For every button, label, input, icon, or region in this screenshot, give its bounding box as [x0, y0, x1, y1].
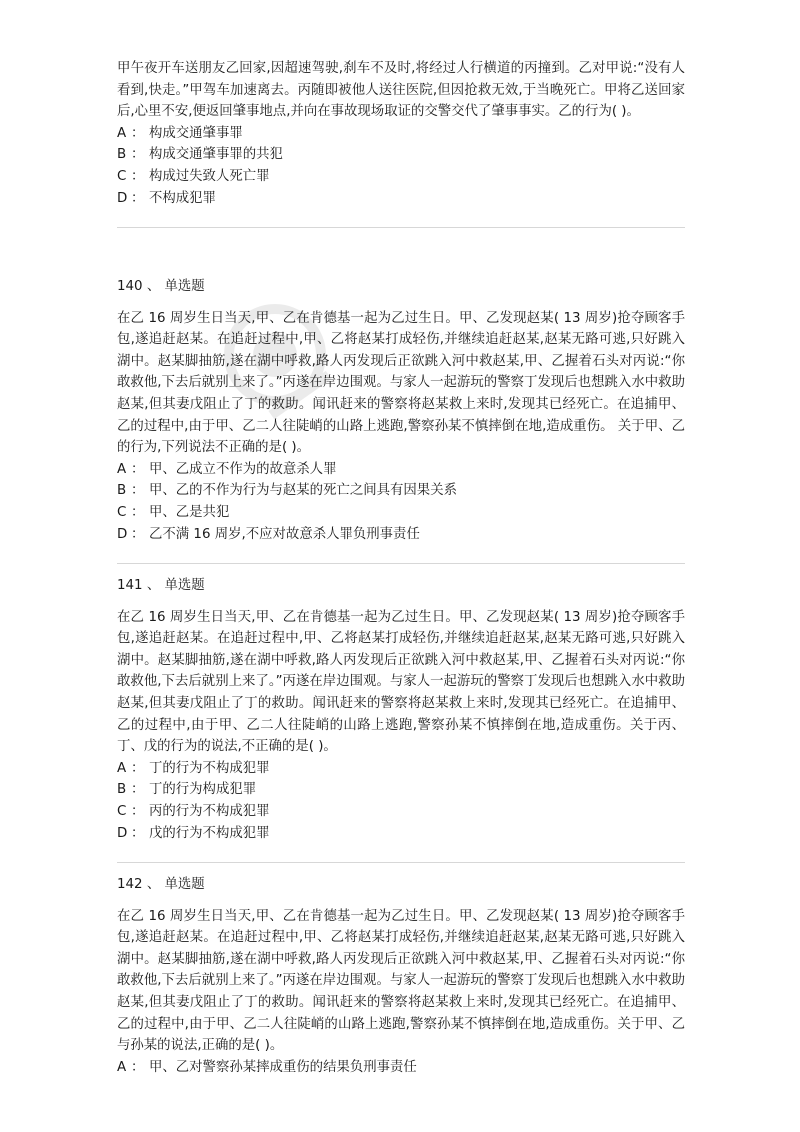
question-header: 141 、 单选题	[117, 578, 205, 593]
option-list	[117, 123, 685, 209]
question-stem: 甲午夜开车送朋友乙回家,因超速驾驶,刹车不及时,将经过人行横道的丙撞到。乙对甲说:“没有人看到,快走。”甲驾车加速离去。丙随即被他人送往医院,但因抢救无效,于当晚死亡。甲将乙送回家后,心里不安,便返回肇事地点,并向在事故现场取证的交警交代了肇事事实。乙的行为( )。	[117, 61, 685, 120]
option-a[interactable]: A ： 甲、乙对警察孙某摔成重伤的结果负刑事责任	[117, 1059, 417, 1075]
option-a[interactable]: A ： 丁的行为不构成犯罪	[117, 760, 270, 776]
option-text: 丁的行为构成犯罪	[149, 782, 257, 798]
question-block-142	[117, 874, 685, 1078]
option-text: 甲、乙是共犯	[149, 504, 230, 520]
question-block-141	[117, 575, 685, 863]
option-d[interactable]: D ： 戊的行为不构成犯罪	[117, 825, 270, 841]
divider	[117, 563, 685, 564]
question-header: 142 、 单选题	[117, 877, 205, 892]
option-b[interactable]: B ： 构成交通肇事罪的共犯	[117, 147, 283, 163]
question-stem: 在乙 16 周岁生日当天,甲、乙在肯德基一起为乙过生日。甲、乙发现赵某( 13 周岁)抢夺顾客手包,遂追赶赵某。在追赶过程中,甲、乙将赵某打成轻伤,并继续追赶赵某,赵某无路可逃,只好跳入湖中。赵某脚抽筋,遂在湖中呼救,路人丙发现后正欲跳入河中救赵某,甲、乙握着石头对丙说:“你敢救他,下去后就别上来了。”丙遂在岸边围观。与家人一起游玩的警察丁发现后也想跳入水中救助赵某,但其妻戊阻止了丁的救助。闻讯赶来的警察将赵某救上来时,发现其已经死亡。在追捕甲、乙的过程中,由于甲、乙二人往陡峭的山路上逃跑,警察孙某不慎摔倒在地,造成重伤。 关于甲、乙的行为,下列说法不正确的是( )。	[117, 310, 685, 456]
option-text: 戊的行为不构成犯罪	[149, 825, 270, 841]
option-text: 甲、乙对警察孙某摔成重伤的结果负刑事责任	[149, 1059, 417, 1075]
question-header: 140 、 单选题	[117, 279, 205, 294]
option-list	[117, 459, 685, 545]
option-d[interactable]: D ： 乙不满 16 周岁,不应对故意杀人罪负刑事责任	[117, 526, 420, 542]
option-text: 构成过失致人死亡罪	[149, 168, 270, 184]
question-stem: 在乙 16 周岁生日当天,甲、乙在肯德基一起为乙过生日。甲、乙发现赵某( 13 周岁)抢夺顾客手包,遂追赶赵某。在追赶过程中,甲、乙将赵某打成轻伤,并继续追赶赵某,赵某无路可逃,只好跳入湖中。赵某脚抽筋,遂在湖中呼救,路人丙发现后正欲跳入河中救赵某,甲、乙握着石头对丙说:“你敢救他,下去后就别上来了。”丙遂在岸边围观。与家人一起游玩的警察丁发现后也想跳入水中救助赵某,但其妻戊阻止了丁的救助。闻讯赶来的警察将赵某救上来时,发现其已经死亡。在追捕甲、乙的过程中,由于甲、乙二人往陡峭的山路上逃跑,警察孙某不慎摔倒在地,造成重伤。关于丙、丁、戊的行为的说法,不正确的是( )。	[117, 609, 685, 755]
divider	[117, 862, 685, 863]
question-block-139	[117, 58, 685, 228]
question-block-140	[117, 276, 685, 564]
option-text: 构成交通肇事罪的共犯	[149, 147, 283, 163]
option-c[interactable]: C ： 甲、乙是共犯	[117, 504, 230, 520]
option-a[interactable]: A ： 构成交通肇事罪	[117, 125, 243, 141]
option-b[interactable]: B ： 丁的行为构成犯罪	[117, 782, 257, 798]
option-text: 乙不满 16 周岁,不应对故意杀人罪负刑事责任	[149, 526, 420, 542]
question-stem: 在乙 16 周岁生日当天,甲、乙在肯德基一起为乙过生日。甲、乙发现赵某( 13 周岁)抢夺顾客手包,遂追赶赵某。在追赶过程中,甲、乙将赵某打成轻伤,并继续追赶赵某,赵某无路可逃,只好跳入湖中。赵某脚抽筋,遂在湖中呼救,路人丙发现后正欲跳入河中救赵某,甲、乙握着石头对丙说:“你敢救他,下去后就别上来了。”丙遂在岸边围观。与家人一起游玩的警察丁发现后也想跳入水中救助赵某,但其妻戊阻止了丁的救助。闻讯赶来的警察将赵某救上来时,发现其已经死亡。在追捕甲、乙的过程中,由于甲、乙二人往陡峭的山路上逃跑,警察孙某不慎摔倒在地,造成重伤。关于甲、乙与孙某的说法,正确的是( )。	[117, 908, 685, 1054]
option-a[interactable]: A ： 甲、乙成立不作为的故意杀人罪	[117, 461, 337, 477]
divider	[117, 227, 685, 228]
option-d[interactable]: D ： 不构成犯罪	[117, 190, 216, 206]
option-list	[117, 758, 685, 844]
option-text: 甲、乙成立不作为的故意杀人罪	[149, 461, 337, 477]
option-text: 甲、乙的不作为行为与赵某的死亡之间具有因果关系	[149, 483, 457, 499]
option-c[interactable]: C ： 丙的行为不构成犯罪	[117, 803, 270, 819]
option-b[interactable]: B ： 甲、乙的不作为行为与赵某的死亡之间具有因果关系	[117, 483, 457, 499]
option-c[interactable]: C ： 构成过失致人死亡罪	[117, 168, 270, 184]
option-list	[117, 1057, 685, 1079]
option-text: 构成交通肇事罪	[149, 125, 243, 141]
option-text: 不构成犯罪	[149, 190, 216, 206]
option-text: 丁的行为不构成犯罪	[149, 760, 270, 776]
option-text: 丙的行为不构成犯罪	[149, 803, 270, 819]
